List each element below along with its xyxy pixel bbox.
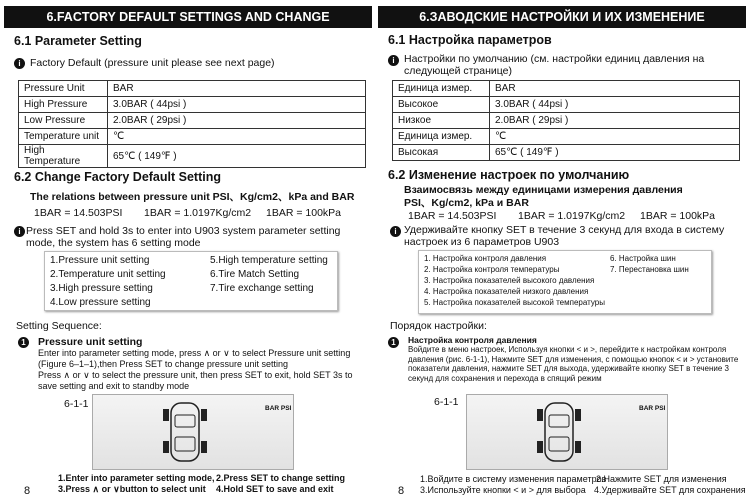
car-icon (529, 397, 589, 467)
page-number: 8 (24, 485, 31, 497)
mode-item: 6.Tire Match Setting (210, 269, 300, 280)
section-6-1-title: 6.1 Parameter Setting (14, 34, 142, 48)
relation-kgcm2: 1BAR = 1.0197Kg/cm2 (518, 210, 626, 222)
factory-default-note: Factory Default (pressure unit please see next page) (30, 57, 275, 69)
table-row: Low Pressure 2.0BAR ( 29psi ) (19, 113, 366, 129)
step-1-badge: 1 (388, 337, 399, 348)
factory-default-note: Настройки по умолчанию (см. настройки единиц давления на следующей странице) (404, 53, 705, 77)
relation-psi: 1BAR = 14.503PSI (34, 207, 123, 219)
device-screen (466, 394, 668, 470)
setting-modes-box (44, 251, 338, 311)
section-6-2-title: 6.2 Изменение настроек по умолчанию (388, 168, 630, 182)
step-1-text: Enter into parameter setting mode, press ∧ or ∨ to select Pressure unit setting (Figure 6–1–1),then Press SET to change pressure unit setting Press ∧ or ∨ to select the pressure unit, then press SET to exit, hold SET 3s to save setting and exit to standby mode (38, 348, 353, 391)
relation-kgcm2: 1BAR = 1.0197Kg/cm2 (144, 207, 252, 219)
page-number: 8 (398, 485, 405, 497)
table-row: High Pressure 3.0BAR ( 44psi ) (19, 97, 366, 113)
table-row: Низкое 2.0BAR ( 29psi ) (393, 113, 740, 129)
info-icon: i (14, 58, 25, 69)
step-1-title: Pressure unit setting (38, 336, 143, 348)
mode-item: 4. Настройка показателей низкого давления (424, 287, 589, 296)
table-row: Единица измер. ℃ (393, 129, 740, 145)
caption-4: 4.Удерживайте SET для сохранения (594, 485, 746, 495)
mode-item: 7.Tire exchange setting (210, 283, 314, 294)
caption-3: 3.Press ∧ or ∨button to select unit (58, 484, 206, 494)
mode-item: 1. Настройка контроля давления (424, 254, 547, 263)
mode-item: 6. Настройка шин (610, 254, 676, 263)
mode-item: 1.Pressure unit setting (50, 255, 150, 266)
press-set-note: Удерживайте кнопку SET в течение 3 секунд для входа в систему настроек из 6 параметров U903 (404, 224, 725, 248)
figure-label: 6-1-1 (434, 396, 459, 408)
table-row: Pressure Unit BAR (19, 81, 366, 97)
table-row: Высокое 3.0BAR ( 44psi ) (393, 97, 740, 113)
sequence-label: Порядок настройки: (390, 320, 487, 332)
device-screen (92, 394, 294, 470)
relation-kpa: 1BAR = 100kPa (266, 207, 342, 219)
mode-item: 4.Low pressure setting (50, 297, 151, 308)
table-row: High Temperature 65℃ ( 149℉ ) (19, 145, 366, 168)
relation-psi: 1BAR = 14.503PSI (408, 210, 497, 222)
mode-item: 5. Настройка показателей высокой температуры (424, 298, 605, 307)
info-icon: i (388, 55, 399, 66)
mode-item: 2.Temperature unit setting (50, 269, 166, 280)
caption-4: 4.Hold SET to save and exit (216, 484, 334, 494)
setting-modes-box (418, 250, 712, 314)
relations-title: The relations between pressure unit PSI、Kg/cm2、kPa and BAR (30, 191, 355, 203)
mode-item: 3.High pressure setting (50, 283, 153, 294)
section-banner: 6.ЗАВОДСКИЕ НАСТРОЙКИ И ИХ ИЗМЕНЕНИЕ (378, 6, 746, 28)
russian-column (378, 0, 746, 500)
press-set-note: Press SET and hold 3s to enter into U903 system parameter setting mode, the system has 6 setting mode (26, 225, 341, 249)
section-6-1-title: 6.1 Настройка параметров (388, 33, 552, 47)
step-1-badge: 1 (18, 337, 29, 348)
section-6-2-title: 6.2 Change Factory Default Setting (14, 170, 221, 184)
step-1-text: Войдите в меню настроек, Используя кнопки < и >, перейдите к настройкам контроля давления (рис. 6-1-1), Нажмите SET для изменения, с помощью кнопок < и > установите показатели давления, нажмите SET для выхода, удерживайте кнопку SET в течение 3 секунд для сохранения и перехода в спящий режим (408, 345, 739, 383)
section-banner: 6.FACTORY DEFAULT SETTINGS AND CHANGE (4, 6, 372, 28)
car-icon (155, 397, 215, 467)
relations-title-units: PSI、Kg/cm2, kPa и BAR (404, 197, 529, 209)
unit-indicator: BAR PSI (265, 405, 292, 412)
table-row: Высокая 65℃ ( 149℉ ) (393, 145, 740, 161)
caption-1: 1.Enter into parameter setting mode, (58, 473, 215, 483)
caption-2: 2.Нажмите SET для изменения (596, 474, 727, 484)
table-row: Единица измер. BAR (393, 81, 740, 97)
info-icon: i (390, 226, 401, 237)
caption-2: 2.Press SET to change setting (216, 473, 346, 483)
english-column (4, 0, 372, 500)
step-1-title: Настройка контроля давления (408, 335, 537, 345)
sequence-label: Setting Sequence: (16, 320, 102, 332)
mode-item: 2. Настройка контроля температуры (424, 265, 560, 274)
mode-item: 3. Настройка показателей высокого давления (424, 276, 595, 285)
parameter-table (18, 80, 366, 168)
unit-indicator: BAR PSI (639, 405, 666, 412)
figure-label: 6-1-1 (64, 398, 89, 410)
info-icon: i (14, 226, 25, 237)
caption-1: 1.Войдите в систему изменения параметров (420, 474, 607, 484)
mode-item: 7. Перестановка шин (610, 265, 689, 274)
caption-3: 3.Используйте кнопки < и > для выбора (420, 485, 586, 495)
mode-item: 5.High temperature setting (210, 255, 328, 266)
relation-kpa: 1BAR = 100kPa (640, 210, 716, 222)
table-row: Temperature unit ℃ (19, 129, 366, 145)
parameter-table (392, 80, 740, 161)
relations-title: Взаимосвязь между единицами измерения давления (404, 184, 683, 196)
